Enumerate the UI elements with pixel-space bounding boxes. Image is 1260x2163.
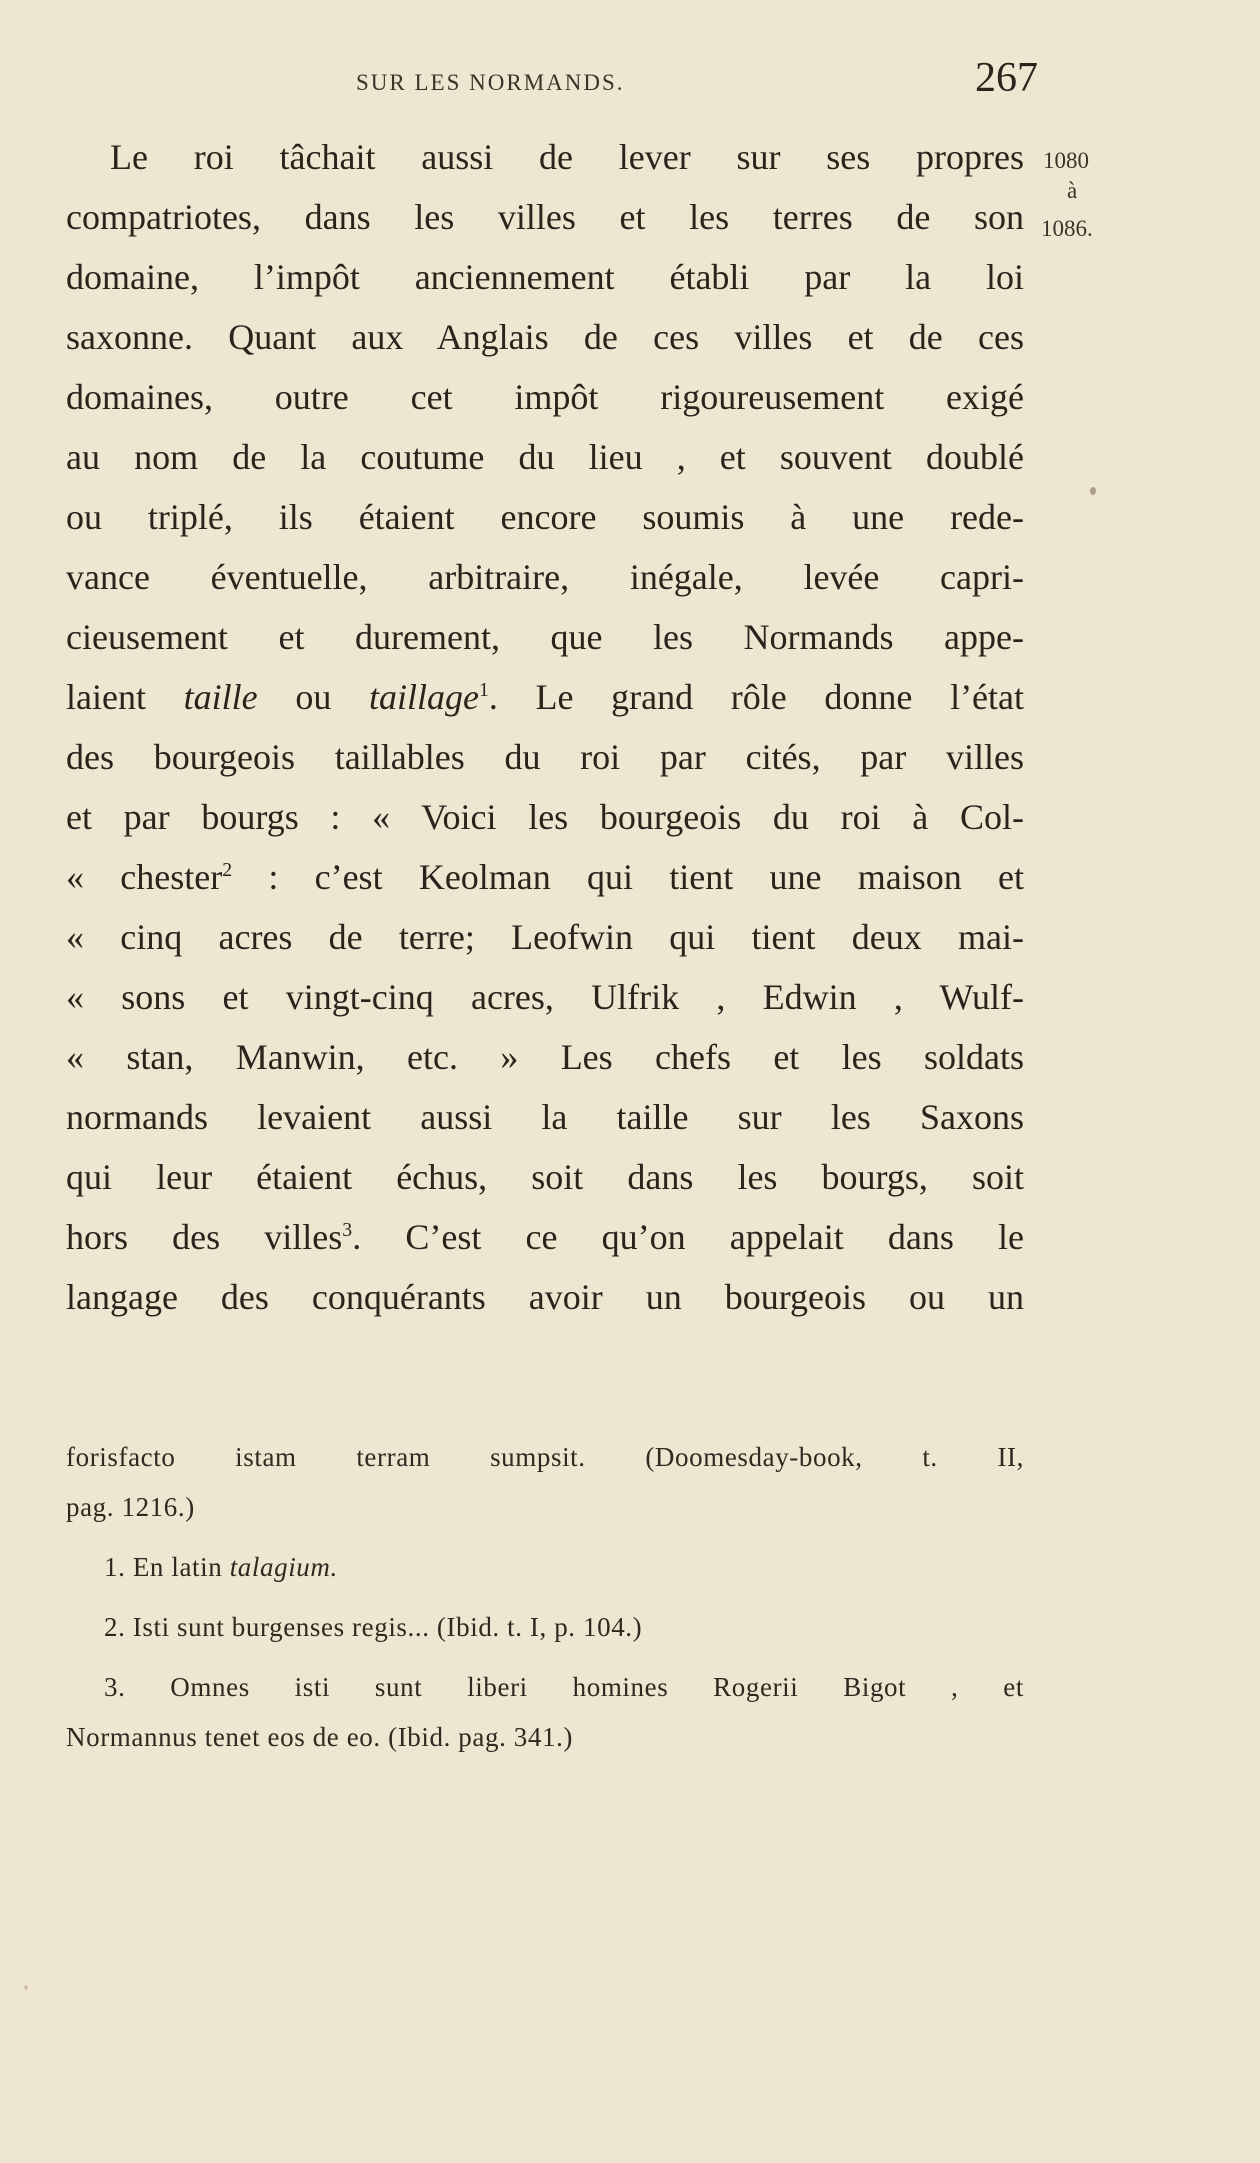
text-line: et par bourgs : « Voici les bourgeois du roi à Col- (66, 797, 1024, 837)
italic-term: taille (183, 677, 258, 717)
text-line: au nom de la coutume du lieu , et souvent doublé (66, 437, 1024, 477)
footnote-ref-1[interactable]: 1 (478, 679, 489, 701)
paper-speck (1090, 487, 1096, 495)
text-line: des bourgeois taillables du roi par cités, par villes (66, 737, 1024, 777)
footnote-number: 1. (104, 1552, 126, 1582)
footnote-3: 3. Omnes isti sunt liberi homines Rogerii Bigot , et (104, 1672, 1024, 1702)
text-line: qui leur étaient échus, soit dans les bourgs, soit (66, 1157, 1024, 1197)
text-line: vance éventuelle, arbitraire, inégale, levée capri- (66, 557, 1024, 597)
page-number: 267 (975, 55, 1038, 101)
text-line: cieusement et durement, que les Normands appe- (66, 617, 1024, 657)
running-title: SUR LES NORMANDS. (356, 70, 625, 95)
text-line: langage des conquérants avoir un bourgeois ou un (66, 1277, 1024, 1317)
paper-speck (24, 1985, 28, 1990)
footnote-2: 2. Isti sunt burgenses regis... (Ibid. t. I, p. 104.) (104, 1612, 643, 1642)
footnote-1 (66, 1550, 1024, 1584)
footnote-carryover-line: forisfacto istam terram sumpsit. (Doomesday-book, t. II, (66, 1442, 1024, 1472)
text-line: normands levaient aussi la taille sur les Saxons (66, 1097, 1024, 1137)
text-line: « cinq acres de terre; Leofwin qui tient deux mai- (66, 917, 1024, 957)
text-line (66, 1215, 1024, 1259)
text-line: domaine, l’impôt anciennement établi par la loi (66, 257, 1024, 297)
footnote-ref-2[interactable]: 2 (222, 859, 233, 881)
footnote-ref-3[interactable]: 3 (342, 1219, 353, 1241)
text-run: . Le grand rôle donne l’état (488, 677, 1025, 717)
margin-date-start: 1080 (1043, 148, 1089, 173)
text-run: hors des villes (66, 1217, 343, 1257)
text-run: ou (295, 677, 332, 717)
text-run: « chester (66, 857, 223, 897)
footnote-carryover-line: pag. 1216.) (66, 1492, 195, 1522)
margin-date-end: 1086. (1041, 216, 1093, 241)
text-line (66, 675, 1024, 719)
text-line: domaines, outre cet impôt rigoureusement exigé (66, 377, 1024, 417)
text-line: compatriotes, dans les villes et les terres de son (66, 197, 1024, 237)
text-run: . C’est ce qu’on appelait dans le (352, 1217, 1024, 1257)
text-run: : c’est Keolman qui tient une maison et (232, 857, 1025, 897)
text-line: saxonne. Quant aux Anglais de ces villes et de ces (66, 317, 1024, 357)
footnote-3-continued: Normannus tenet eos de eo. (Ibid. pag. 341.) (66, 1722, 574, 1752)
text-run: laient (66, 677, 146, 717)
italic-term: taillage (368, 677, 479, 717)
text-line: « stan, Manwin, etc. » Les chefs et les soldats (66, 1037, 1024, 1077)
footnote-text: En latin (132, 1552, 223, 1582)
footnote-term: talagium. (229, 1552, 338, 1582)
text-line: ou triplé, ils étaient encore soumis à une rede- (66, 497, 1024, 537)
margin-date-mid: à (1067, 178, 1078, 203)
text-line: « sons et vingt-cinq acres, Ulfrik , Edwin , Wulf- (66, 977, 1024, 1017)
text-line (66, 855, 1024, 899)
text-line: Le roi tâchait aussi de lever sur ses propres (110, 137, 1024, 177)
